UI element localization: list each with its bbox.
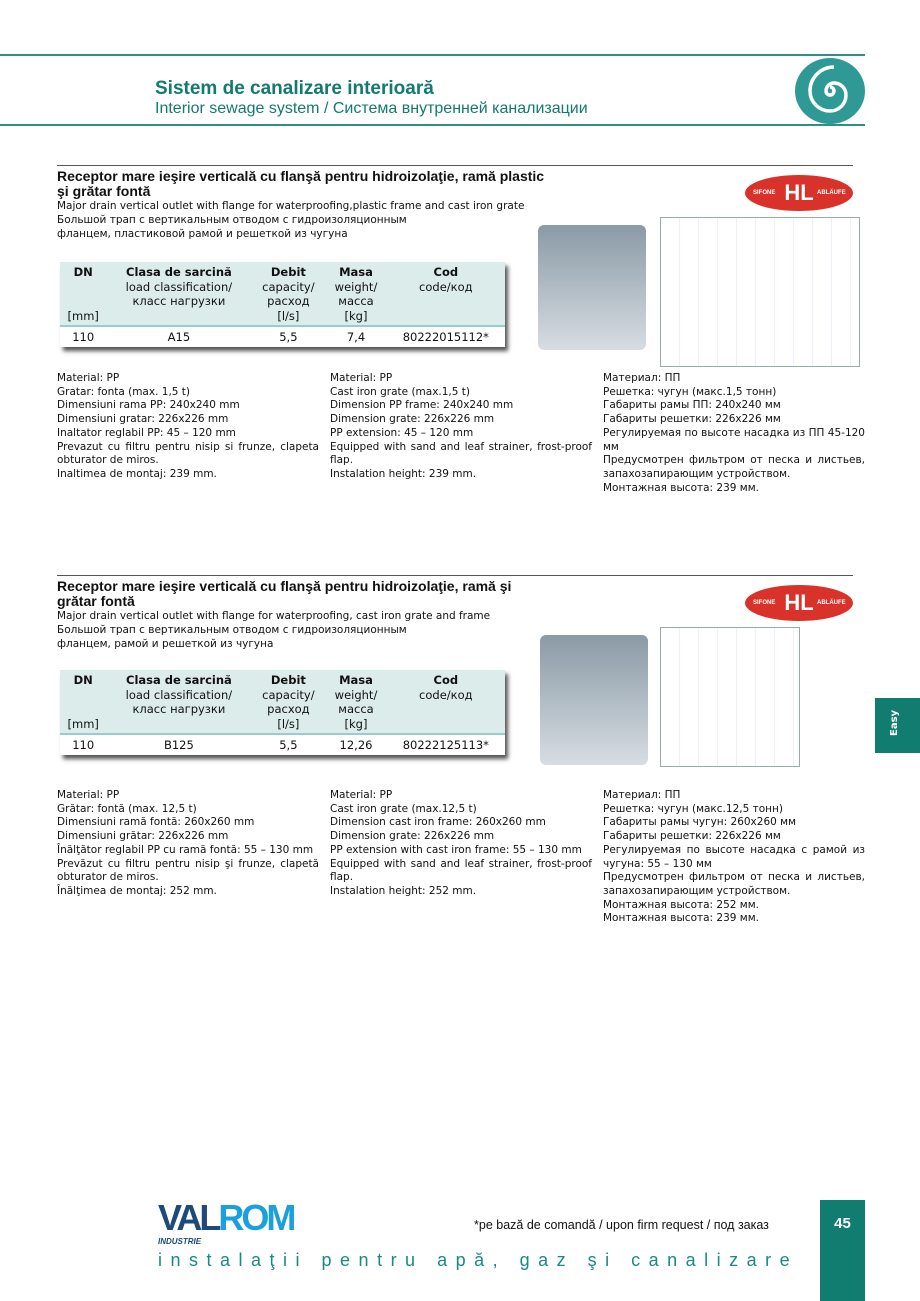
logo-val: VAL — [158, 1197, 219, 1238]
product-photo — [538, 225, 646, 350]
spec-line: Регулируемая по высоте насадка с рамой из чугуна: 55 – 130 мм — [603, 843, 865, 870]
spec-line: Prevăzut cu filtru pentru nisip şi frunze, clapetă obturator de miros. — [57, 857, 319, 884]
spec-line: Dimensiuni grătar: 226x226 mm — [57, 830, 229, 843]
footer-tagline: instalaţii pentru apă, gaz şi canalizare — [158, 1250, 799, 1270]
spec-line: Габариты решетки: 226x226 мм — [603, 413, 781, 426]
column-header: Masa weight/ масса [kg] — [325, 670, 386, 734]
table-row — [60, 326, 505, 347]
spec-line: Înălţător reglabil PP cu ramă fontă: 55 – 130 mm — [57, 843, 314, 856]
product-heading — [57, 579, 587, 651]
spec-line: Регулируемая по высоте насадка из ПП 45-120 мм — [603, 426, 865, 453]
spiral-logo-icon — [795, 58, 865, 124]
spec-line: Габариты рамы ПП: 240x240 мм — [603, 399, 781, 412]
spec-line: Dimensiuni rama PP: 240x240 mm — [57, 399, 240, 412]
header-top-rule — [0, 54, 865, 56]
table-cell: A15 — [106, 326, 251, 347]
column-header: DN [mm] — [60, 670, 106, 734]
product-subtitle-line: Большой трап с вертикальным отводом с гидроизоляционным — [57, 624, 407, 636]
spec-line: Материал: ПП — [603, 372, 681, 384]
table-cell: B125 — [106, 734, 251, 755]
spec-line: Gratar: fonta (max. 1,5 t) — [57, 385, 191, 398]
spec-line: Inaltimea de montaj: 239 mm. — [57, 467, 217, 480]
product-subtitle-line: Major drain vertical outlet with flange for waterproofing,plastic frame and cast iron grate — [57, 200, 525, 212]
table-cell: 12,26 — [325, 734, 386, 755]
column-header: Debit capacity/ расход [l/s] — [251, 670, 325, 734]
page-subtitle: Interior sewage system / Система внутренней канализации — [155, 100, 588, 117]
spec-line: Instalation height: 252 mm. — [330, 884, 477, 897]
spec-column-ro — [57, 789, 319, 899]
spec-line: Equipped with sand and leaf strainer, frost-proof flap. — [330, 440, 592, 467]
valrom-logo — [158, 1197, 323, 1246]
spec-column-en — [330, 789, 592, 899]
spec-column-ru — [603, 372, 865, 495]
product-title: Receptor mare ieşire verticală cu flanşă pentru hidroizolaţie, ramă şi grătar fontă — [57, 578, 512, 609]
spec-line: Cast iron grate (max.12,5 t) — [330, 802, 477, 815]
section-rule — [57, 165, 853, 166]
footer-note: *pe bază de comandă / upon firm request / под заказ — [474, 1218, 769, 1232]
logo-industrie: INDUSTRIE — [158, 1237, 202, 1246]
product-photo — [540, 635, 648, 765]
logo-rom: ROM — [218, 1197, 294, 1238]
table-cell: 110 — [60, 734, 106, 755]
header-bottom-rule — [0, 124, 865, 126]
spec-line: Решетка: чугун (макс.1,5 тонн) — [603, 385, 777, 398]
spec-table — [60, 670, 505, 755]
spec-line: Монтажная высота: 252 мм. — [603, 898, 759, 911]
column-header: Clasa de sarcină load classification/ класс нагрузки — [106, 670, 251, 734]
technical-drawing — [660, 217, 860, 367]
spec-line: Решетка: чугун (макс.12,5 тонн) — [603, 802, 783, 815]
spec-line: Grătar: fontă (max. 12,5 t) — [57, 802, 197, 815]
spec-line: Dimensiuni gratar: 226x226 mm — [57, 413, 229, 426]
page-number: 45 — [820, 1200, 865, 1301]
spec-line: Dimension grate: 226x226 mm — [330, 413, 495, 426]
spec-line: Prevazut cu filtru pentru nisip si frunze, clapeta obturator de miros. — [57, 440, 319, 467]
product-title: Receptor mare ieşire verticală cu flanşă pentru hidroizolaţie, ramă plastic şi grătar fontă — [57, 168, 545, 199]
spec-line: PP extension with cast iron frame: 55 – 130 mm — [330, 843, 582, 856]
spec-column-ru — [603, 789, 865, 926]
spec-line: Dimension PP frame: 240x240 mm — [330, 399, 514, 412]
column-header: Cod code/код — [387, 670, 505, 734]
spec-line: Материал: ПП — [603, 789, 681, 801]
table-cell: 7,4 — [325, 326, 386, 347]
column-header: Cod code/код — [387, 262, 505, 326]
spec-line: Inaltator reglabil PP: 45 – 120 mm — [57, 426, 236, 439]
spec-column-ro — [57, 372, 319, 482]
product-heading — [57, 169, 587, 241]
table-cell: 5,5 — [251, 734, 325, 755]
table-cell: 80222015112* — [387, 326, 505, 347]
section-rule — [57, 575, 853, 576]
product-subtitle-line: Большой трап с вертикальным отводом с гидроизоляционным — [57, 214, 407, 226]
spec-line: Монтажная высота: 239 мм. — [603, 912, 759, 925]
side-tab-label: Easy — [889, 709, 900, 736]
spec-line: Монтажная высота: 239 мм. — [603, 481, 759, 494]
column-header: Masa weight/ масса [kg] — [325, 262, 386, 326]
spec-line: Equipped with sand and leaf strainer, frost-proof flap. — [330, 857, 592, 884]
spec-line: Dimension cast iron frame: 260x260 mm — [330, 816, 546, 829]
table-header-row — [60, 262, 505, 326]
column-header: Clasa de sarcină load classification/ класс нагрузки — [106, 262, 251, 326]
spec-line: Material: PP — [57, 789, 120, 801]
spec-table — [60, 262, 505, 347]
spec-line: Предусмотрен фильтром от песка и листьев, запахозапирающим устройством. — [603, 871, 865, 897]
spec-line: Dimensiuni ramă fontă: 260x260 mm — [57, 816, 255, 829]
spec-line: Material: PP — [330, 789, 393, 801]
spec-line: Габариты решетки: 226x226 мм — [603, 830, 781, 843]
spec-line: PP extension: 45 – 120 mm — [330, 426, 474, 439]
table-cell: 110 — [60, 326, 106, 347]
spec-line: Предусмотрен фильтром от песка и листьев, запахозапирающим устройством. — [603, 454, 865, 480]
page-title: Sistem de canalizare interioară — [155, 78, 434, 99]
spec-line: Cast iron grate (max.1,5 t) — [330, 385, 471, 398]
table-header-row — [60, 670, 505, 734]
column-header: Debit capacity/ расход [l/s] — [251, 262, 325, 326]
spec-line: Dimension grate: 226x226 mm — [330, 830, 495, 843]
hl-brand-logo: SIFONE HL ABLÄUFE — [745, 175, 853, 211]
spec-line: Габариты рамы чугун: 260x260 мм — [603, 816, 796, 829]
spec-line: Instalation height: 239 mm. — [330, 467, 477, 480]
table-cell: 80222125113* — [387, 734, 505, 755]
technical-drawing — [660, 627, 800, 767]
spec-line: Material: PP — [57, 372, 120, 384]
product-subtitle-line: Major drain vertical outlet with flange for waterproofing, cast iron grate and frame — [57, 610, 491, 622]
spec-line: Material: PP — [330, 372, 393, 384]
table-row — [60, 734, 505, 755]
product-subtitle-line: фланцем, пластиковой рамой и решеткой из чугуна — [57, 228, 348, 240]
side-tab-easy[interactable] — [875, 698, 920, 753]
column-header: DN [mm] — [60, 262, 106, 326]
table-cell: 5,5 — [251, 326, 325, 347]
spec-line: Înălţimea de montaj: 252 mm. — [57, 884, 217, 897]
spec-column-en — [330, 372, 592, 482]
product-subtitle-line: фланцем, рамой и решеткой из чугуна — [57, 638, 274, 650]
hl-brand-logo: SIFONE HL ABLÄUFE — [745, 585, 853, 621]
